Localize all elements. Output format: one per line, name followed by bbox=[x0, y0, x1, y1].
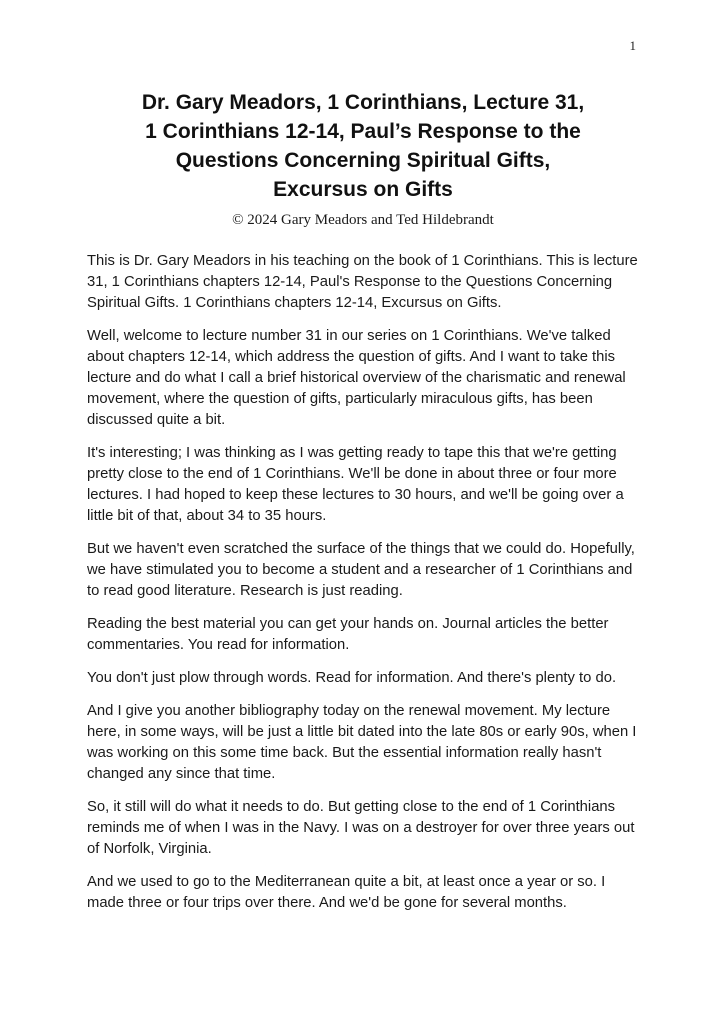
document-title-line-3: Questions Concerning Spiritual Gifts, bbox=[175, 149, 551, 172]
paragraph: Reading the best material you can get your hands on. Journal articles the better commentaries. You read for information. bbox=[87, 616, 609, 653]
paragraph: This is Dr. Gary Meadors in his teaching on the book of 1 Corinthians. This is lecture 31, 1 Corinthians chapters 12-14, Paul's Response to the Questions Concerning Spiritual Gifts. 1 Corinthians chapters 12-14, Excursus on Gifts. bbox=[87, 253, 638, 311]
copyright-line: © 2024 Gary Meadors and Ted Hildebrandt bbox=[232, 212, 494, 228]
paragraph: You don't just plow through words. Read for information. And there's plenty to do. bbox=[87, 670, 617, 686]
paragraph: But we haven't even scratched the surface of the things that we could do. Hopefully, we have stimulated you to become a student and a researcher of 1 Corinthians and to read good literature. Research is just reading. bbox=[87, 541, 635, 599]
paragraph: Well, welcome to lecture number 31 in our series on 1 Corinthians. We've talked about chapters 12-14, which address the question of gifts. And I want to take this lecture and do what I call a brief historical overview of the charismatic and renewal movement, where the question of gifts, particularly miraculous gifts, has been discussed quite a bit. bbox=[87, 328, 626, 428]
document-title-line-2: 1 Corinthians 12-14, Paul’s Response to the bbox=[145, 120, 581, 143]
page-number: 1 bbox=[629, 38, 636, 53]
paragraph: So, it still will do what it needs to do. But getting close to the end of 1 Corinthians reminds me of when I was in the Navy. I was on a destroyer for over three years out of Norfolk, Virginia. bbox=[87, 799, 635, 857]
paragraph: And we used to go to the Mediterranean quite a bit, at least once a year or so. I made three or four trips over there. And we'd be gone for several months. bbox=[87, 874, 606, 911]
document-title-line-4: Excursus on Gifts bbox=[273, 178, 453, 201]
document-title-line-1: Dr. Gary Meadors, 1 Corinthians, Lecture 31, bbox=[141, 91, 585, 114]
paragraph: And I give you another bibliography today on the renewal movement. My lecture here, in some ways, will be just a little bit dated into the late 80s or early 90s, when I was working on this some time back. But the essential information really hasn't changed any since that time. bbox=[87, 703, 637, 782]
document-title bbox=[87, 88, 639, 204]
document-body bbox=[87, 251, 639, 914]
paragraph: It's interesting; I was thinking as I was getting ready to tape this that we're getting pretty close to the end of 1 Corinthians. We'll be done in about three or four more lectures. I had hoped to keep these lectures to 30 hours, and we'll be going over a little bit of that, about 34 to 35 hours. bbox=[87, 445, 624, 524]
